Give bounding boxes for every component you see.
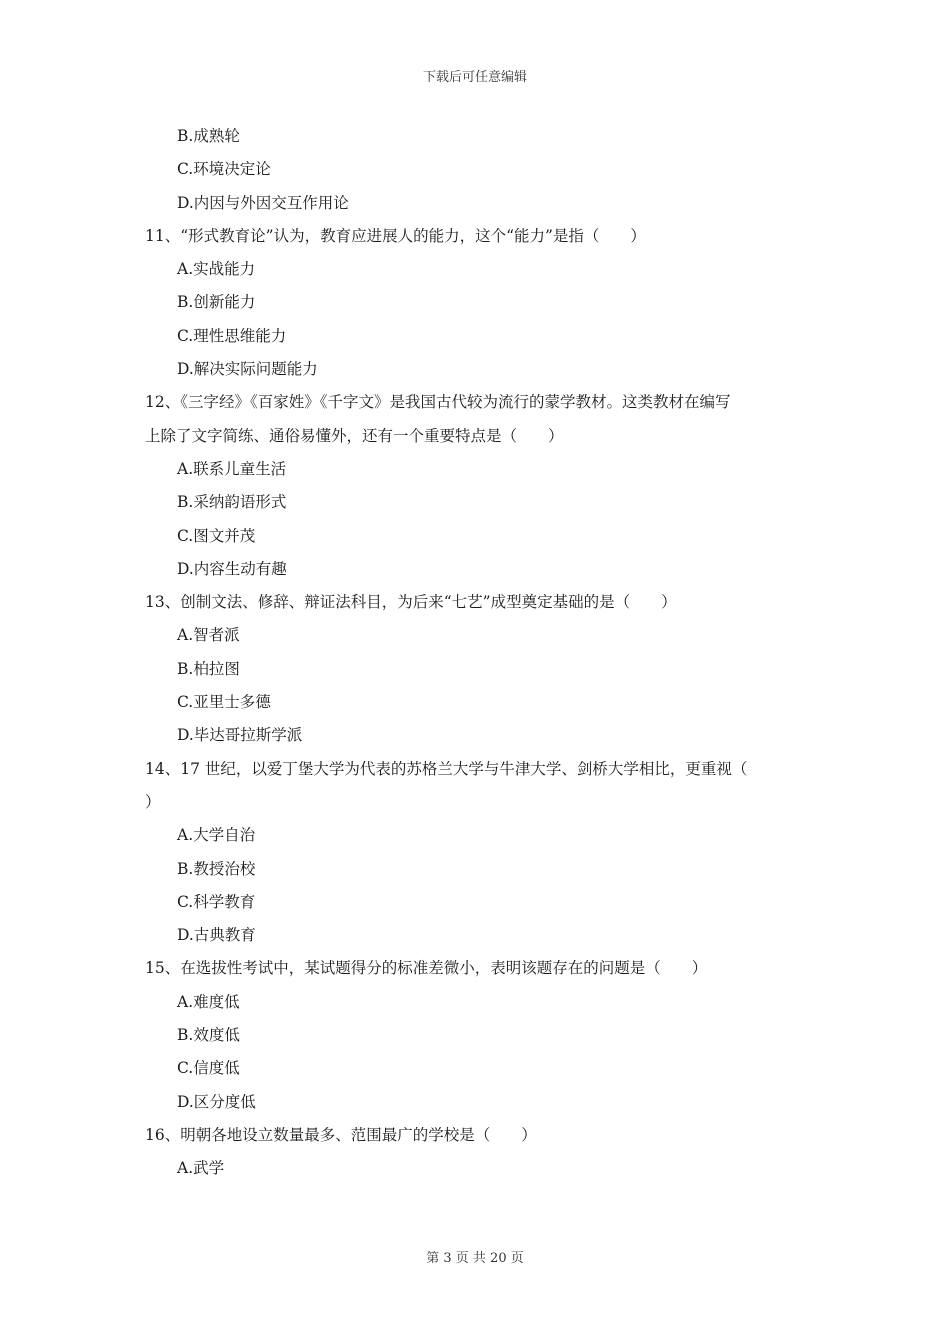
answer-option: D.内因与外因交互作用论 xyxy=(177,193,349,212)
answer-option: B.采纳韵语形式 xyxy=(177,493,287,512)
question-text: 14、17 世纪，以爱丁堡大学为代表的苏格兰大学与牛津大学、剑桥大学相比，更重视（ xyxy=(145,759,748,778)
answer-option: D.内容生动有趣 xyxy=(177,559,287,578)
answer-option: D.区分度低 xyxy=(177,1092,256,1111)
answer-option: A.难度低 xyxy=(177,992,240,1011)
page-footer: 第 3 页 共 20 页 xyxy=(426,1251,524,1266)
answer-option: B.教授治校 xyxy=(177,859,256,878)
answer-option: C.环境决定论 xyxy=(177,160,271,179)
question-text: ） xyxy=(145,792,161,811)
answer-option: B.柏拉图 xyxy=(177,659,240,678)
answer-option: D.古典教育 xyxy=(177,926,256,945)
question-text: 16、明朝各地设立数量最多、范围最广的学校是（ ） xyxy=(145,1125,537,1144)
page-header: 下载后可任意编辑 xyxy=(422,70,527,85)
answer-option: A.武学 xyxy=(177,1159,225,1178)
answer-option: A.联系儿童生活 xyxy=(177,459,287,478)
question-text: 11、“形式教育论”认为，教育应进展人的能力，这个“能力”是指（ ） xyxy=(145,226,646,245)
question-text: 12、《三字经》《百家姓》《千字文》是我国古代较为流行的蒙学教材。这类教材在编写 xyxy=(145,393,731,412)
answer-option: C.科学教育 xyxy=(177,892,256,911)
question-text: 13、创制文法、修辞、辩证法科目，为后来“七艺”成型奠定基础的是（ ） xyxy=(145,593,677,612)
answer-option: B.效度低 xyxy=(177,1026,240,1045)
answer-option: D.解决实际问题能力 xyxy=(177,360,318,379)
question-text: 15、在选拔性考试中，某试题得分的标准差微小，表明该题存在的问题是（ ） xyxy=(145,959,708,978)
question-text: 上除了文字简练、通俗易懂外，还有一个重要特点是（ ） xyxy=(145,426,564,445)
answer-option: B.成熟轮 xyxy=(177,127,240,145)
page-content xyxy=(145,120,815,1186)
answer-option: C.图文并茂 xyxy=(177,526,256,545)
answer-option: B.创新能力 xyxy=(177,293,256,312)
answer-option: C.亚里士多德 xyxy=(177,693,271,712)
answer-option: C.理性思维能力 xyxy=(177,326,287,345)
answer-option: C.信度低 xyxy=(177,1059,240,1078)
answer-option: D.毕达哥拉斯学派 xyxy=(177,726,303,745)
answer-option: A.实战能力 xyxy=(177,260,256,279)
answer-option: A.大学自治 xyxy=(177,826,256,845)
answer-option: A.智者派 xyxy=(177,626,240,645)
